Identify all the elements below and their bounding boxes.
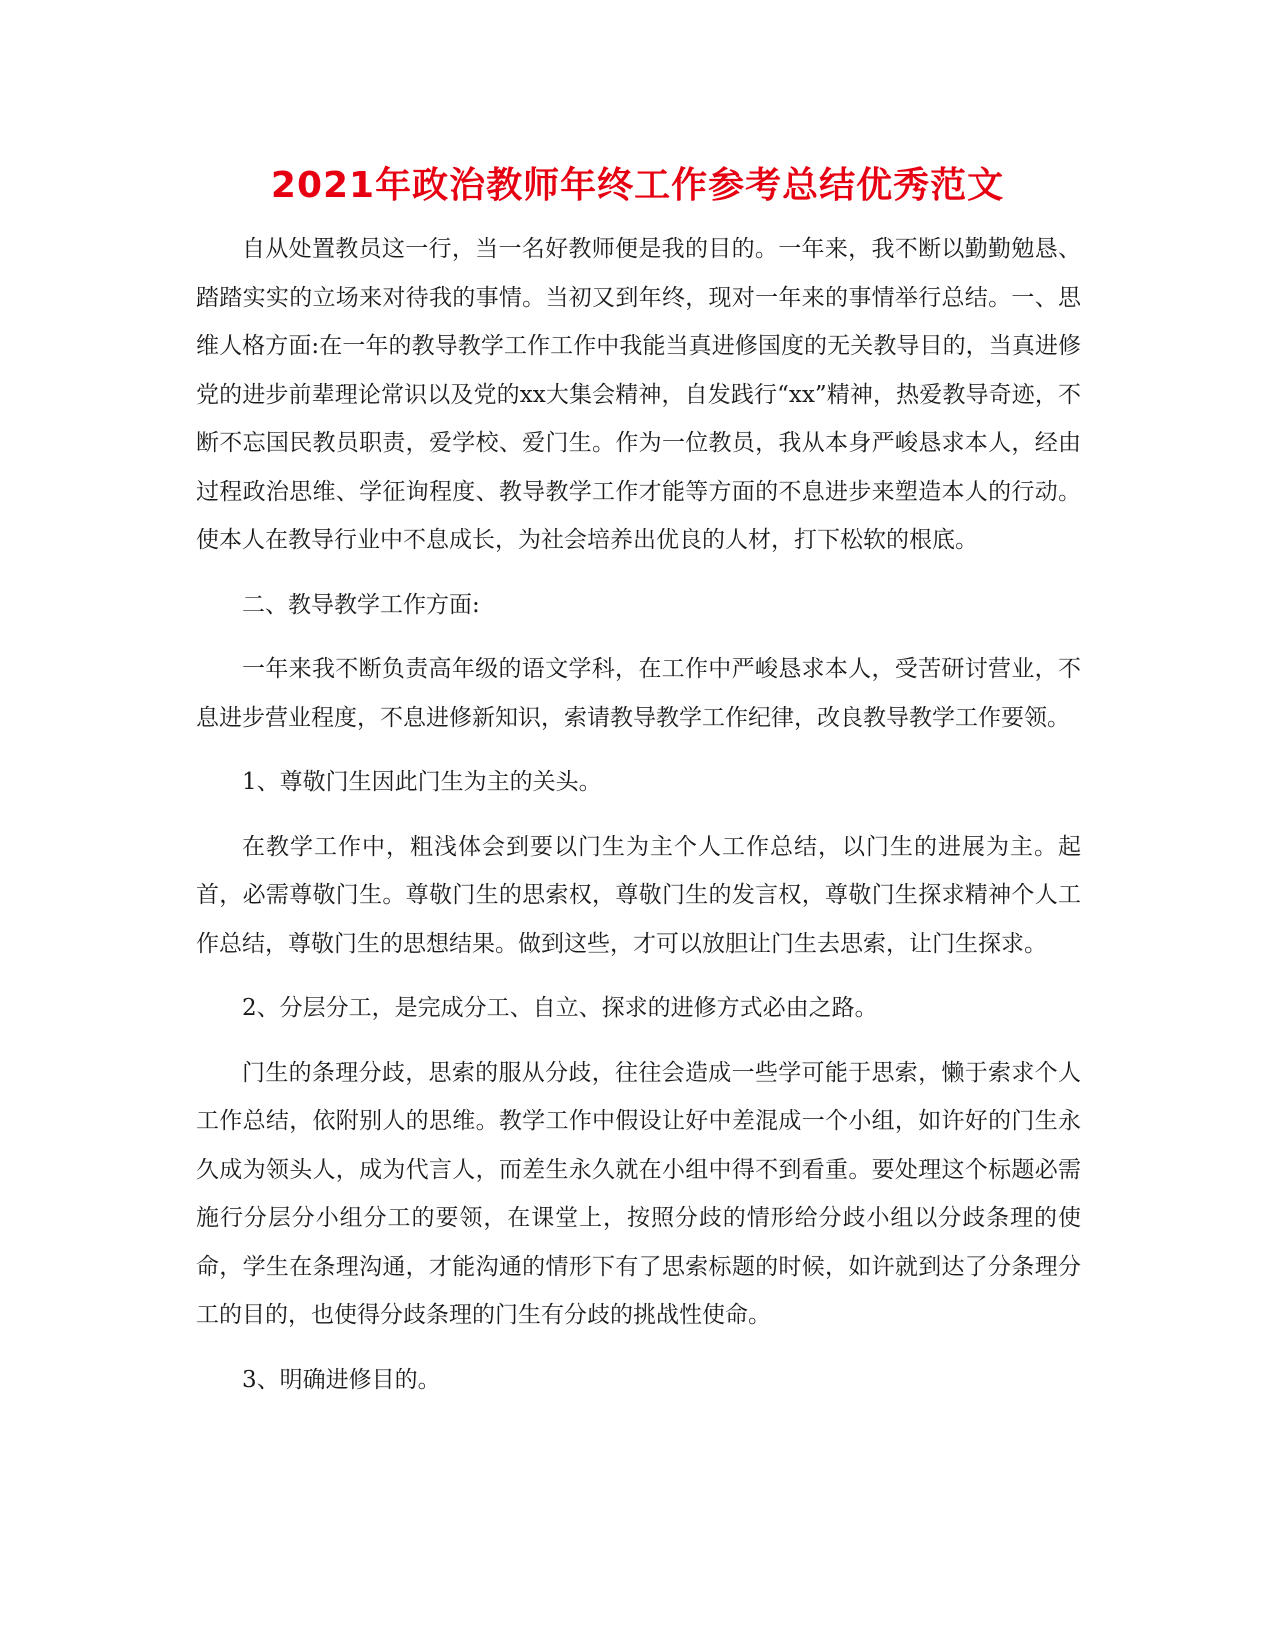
- document-body: [196, 225, 1081, 1404]
- section-heading-teaching: 二、教导教学工作方面:: [242, 591, 480, 618]
- paragraph-point-2: 门生的条理分歧，思索的服从分歧，往往会造成一些学可能于思索，懒于索求个人工作总结，依附别人的思维。教学工作中假设让好中差混成一个小组，如许好的门生永久成为领头人，成为代言人，而差生永久就在小组中得不到看重。要处理这个标题必需施行分层分小组分工的要领，在课堂上，按照分歧的情形给分歧小组以分歧条理的使命，学生在条理沟通，才能沟通的情形下有了思索标题的时候，如许就到达了分条理分工的目的，也使得分歧条理的门生有分歧的挑战性使命。: [196, 1059, 1081, 1328]
- paragraph-point-1: 在教学工作中，粗浅体会到要以门生为主个人工作总结，以门生的进展为主。起首，必需尊敬门生。尊敬门生的思索权，尊敬门生的发言权，尊敬门生探求精神个人工作总结，尊敬门生的思想结果。做到这些，才可以放胆让门生去思索，让门生探求。: [196, 833, 1081, 957]
- paragraph-intro: 自从处置教员这一行，当一名好教师便是我的目的。一年来，我不断以勤勤勉恳、踏踏实实的立场来对待我的事情。当初又到年终，现对一年来的事情举行总结。一、思维人格方面:在一年的教导教学工作工作中我能当真进修国度的无关教导目的，当真进修党的进步前辈理论常识以及党的xx大集会精神，自发践行“xx”精神，热爱教导奇迹，不断不忘国民教员职责，爱学校、爱门生。作为一位教员，我从本身严峻恳求本人，经由过程政治思维、学征询程度、教导教学工作才能等方面的不息进步来塑造本人的行动。使本人在教导行业中不息成长，为社会培养出优良的人材，打下松软的根底。: [196, 236, 1081, 553]
- point-heading-2: 2、分层分工，是完成分工、自立、探求的进修方式必由之路。: [242, 995, 878, 1021]
- point-heading-3: 3、明确进修目的。: [242, 1366, 441, 1393]
- document-title: 2021年政治教师年终工作参考总结优秀范文: [270, 165, 1005, 206]
- point-heading-1: 1、尊敬门生因此门生为主的关头。: [242, 769, 602, 795]
- paragraph-teaching: 一年来我不断负责高年级的语文学科，在工作中严峻恳求本人，受苦研讨营业，不息进步营业程度，不息进修新知识，索请教导教学工作纪律，改良教导教学工作要领。: [196, 656, 1081, 731]
